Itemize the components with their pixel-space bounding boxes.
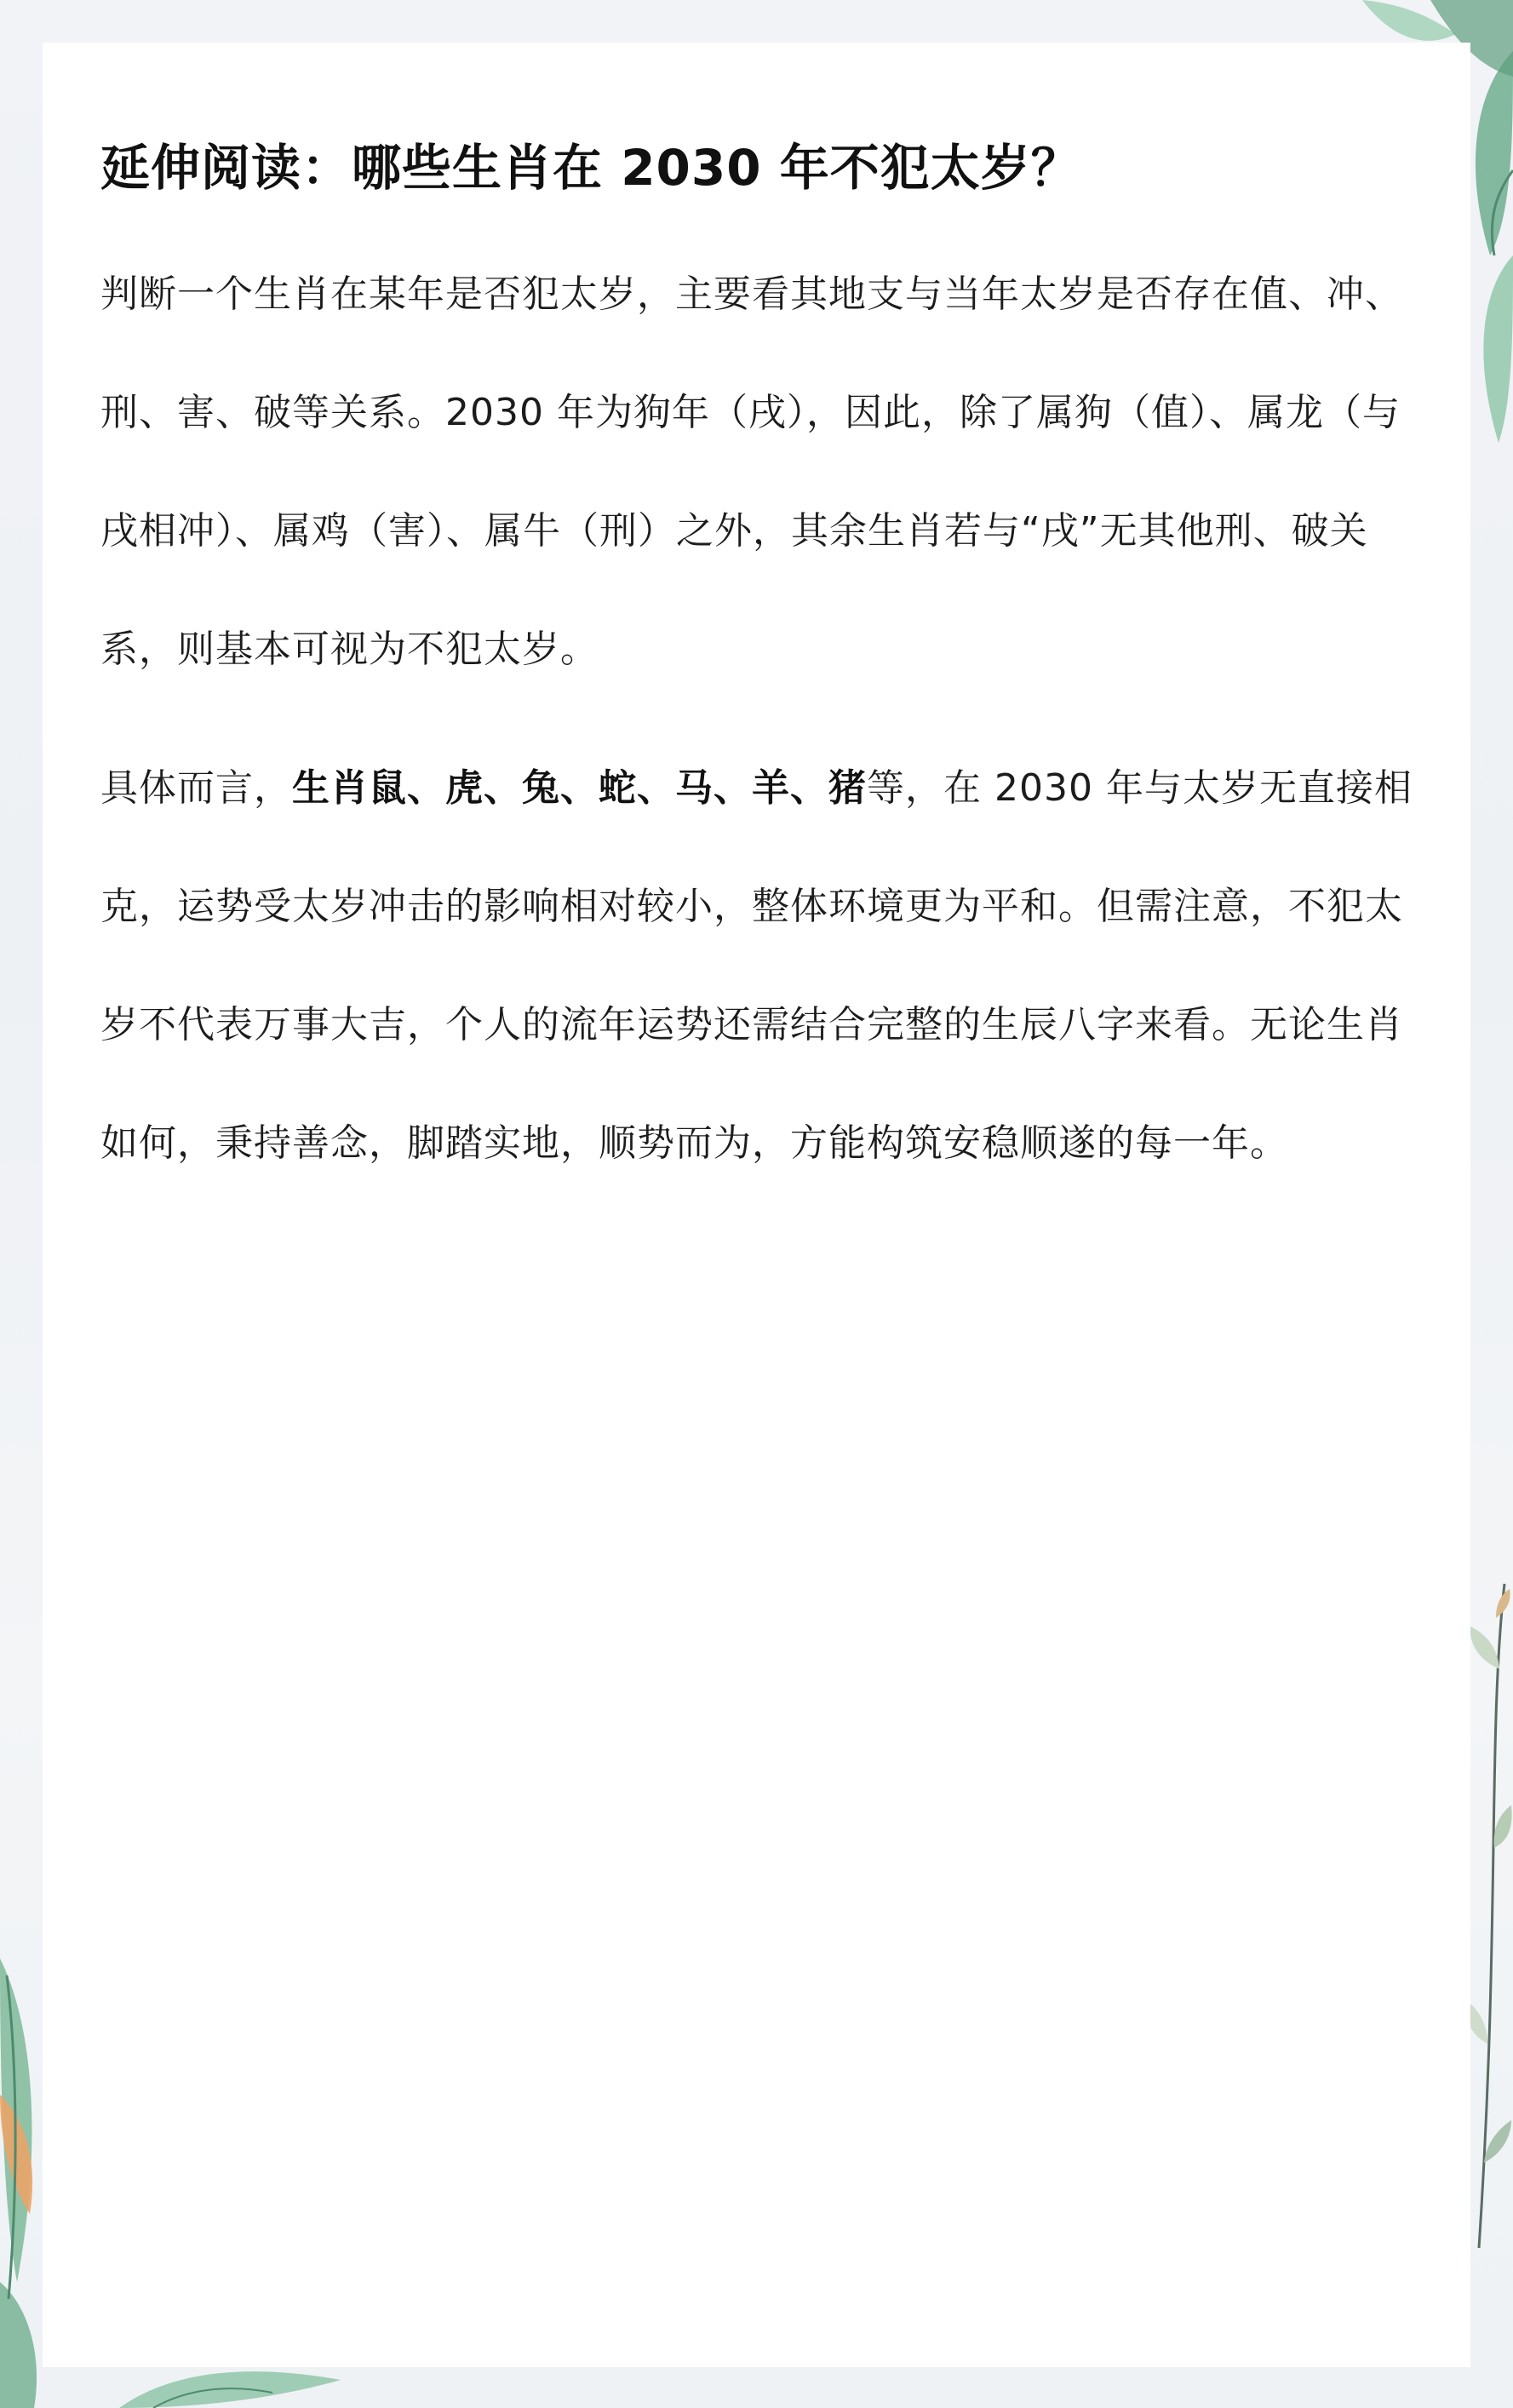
highlighted-zodiac-list: 生肖鼠、虎、兔、蛇、马、羊、猪 bbox=[292, 766, 867, 810]
paragraph-2-suffix: 等，在 2030 年与太岁无直接相克，运势受太岁冲击的影响相对较小，整体环境更为平和。但需注意，不犯太岁不代表万事大吉，个人的流年运势还需结合完整的生辰八字来看。无论生肖如何，秉持善念，脚踏实地，顺势而为，方能构筑安稳顺遂的每一年。 bbox=[100, 766, 1413, 1165]
article-paragraph-1: 判断一个生肖在某年是否犯太岁，主要看其地支与当年太岁是否存在值、冲、刑、害、破等关系。2030 年为狗年（戌），因此，除了属狗（值）、属龙（与戌相冲）、属鸡（害）、属牛（刑）之外，其余生肖若与“戌”无其他刑、破关系，则基本可视为不犯太岁。 bbox=[100, 272, 1403, 671]
article-title: 延伸阅读：哪些生肖在 2030 年不犯太岁？ bbox=[100, 139, 1081, 197]
article-card bbox=[43, 43, 1470, 2367]
leaf-bottom-icon bbox=[119, 2363, 341, 2408]
paragraph-2-prefix: 具体而言， bbox=[100, 766, 292, 810]
article-paragraph-2 bbox=[100, 729, 1416, 1202]
